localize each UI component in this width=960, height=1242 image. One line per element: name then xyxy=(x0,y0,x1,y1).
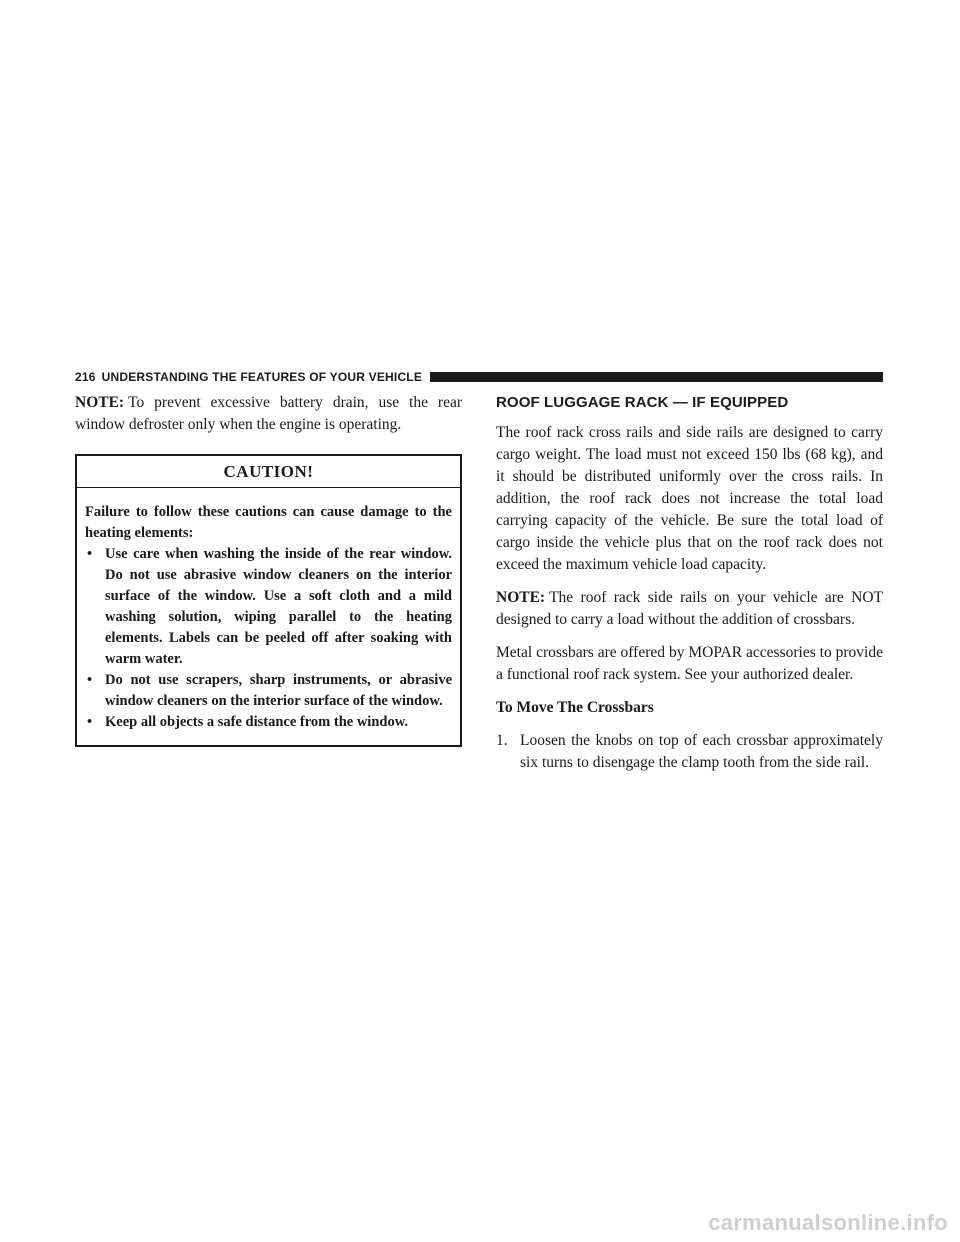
caution-title: CAUTION! xyxy=(77,456,460,488)
caution-intro: Failure to follow these cautions can cause damage to the heating elements: xyxy=(85,504,452,541)
right-column xyxy=(496,392,883,774)
defroster-note xyxy=(75,392,462,436)
section-title: UNDERSTANDING THE FEATURES OF YOUR VEHICLE xyxy=(101,370,423,384)
crossbars-paragraph: Metal crossbars are offered by MOPAR accessories to provide a functional roof rack system. See your authorized dealer. xyxy=(496,644,883,683)
watermark: carmanualsonline.info xyxy=(708,1210,948,1235)
roof-rack-note xyxy=(496,587,883,631)
caution-body xyxy=(77,488,460,745)
roof-rack-heading: ROOF LUGGAGE RACK — IF EQUIPPED xyxy=(496,394,789,411)
page-header xyxy=(75,368,883,386)
note-label: NOTE: xyxy=(75,394,125,411)
step-text: Loosen the knobs on top of each crossbar approximately six turns to disengage the clamp tooth from the side rail. xyxy=(520,732,883,771)
caution-item: • Keep all objects a safe distance from the window. xyxy=(85,712,452,733)
roof-rack-paragraph: The roof rack cross rails and side rails are designed to carry cargo weight. The load must not exceed 150 lbs (68 kg), and it should be distributed uniformly over the cross rails. In addition, the roof rack does not increase the total load carrying capacity of the vehicle. Be sure the total load of cargo inside the vehicle plus that on the roof rack does not exceed the maximum vehicle load capacity. xyxy=(496,424,883,573)
header-rule xyxy=(430,372,883,382)
step-item xyxy=(496,730,883,774)
note-text: To prevent excessive battery drain, use the rear window defroster only when the engine is operating. xyxy=(75,394,462,433)
page-number: 216 xyxy=(75,370,96,384)
bullet-icon: • xyxy=(87,546,93,562)
bullet-icon: • xyxy=(87,672,93,688)
caution-item: • Use care when washing the inside of the rear window. Do not use abrasive window cleaners on the interior surface of the window. Use a soft cloth and a mild washing solution, wiping parallel to the heating elements. Labels can be peeled off after soaking with warm water. xyxy=(87,546,452,667)
caution-item: • Do not use scrapers, sharp instruments, or abrasive window cleaners on the interior surface of the window. xyxy=(87,672,452,709)
caution-list xyxy=(85,544,452,733)
bullet-icon: • xyxy=(87,714,93,730)
crossbars-subheading: To Move The Crossbars xyxy=(496,699,654,716)
caution-box xyxy=(75,454,462,747)
note-label: NOTE: xyxy=(496,589,546,606)
note-text: The roof rack side rails on your vehicle are NOT designed to carry a load without the addition of crossbars. xyxy=(496,589,883,628)
step-number: 1. xyxy=(496,732,508,749)
left-column xyxy=(75,392,462,747)
